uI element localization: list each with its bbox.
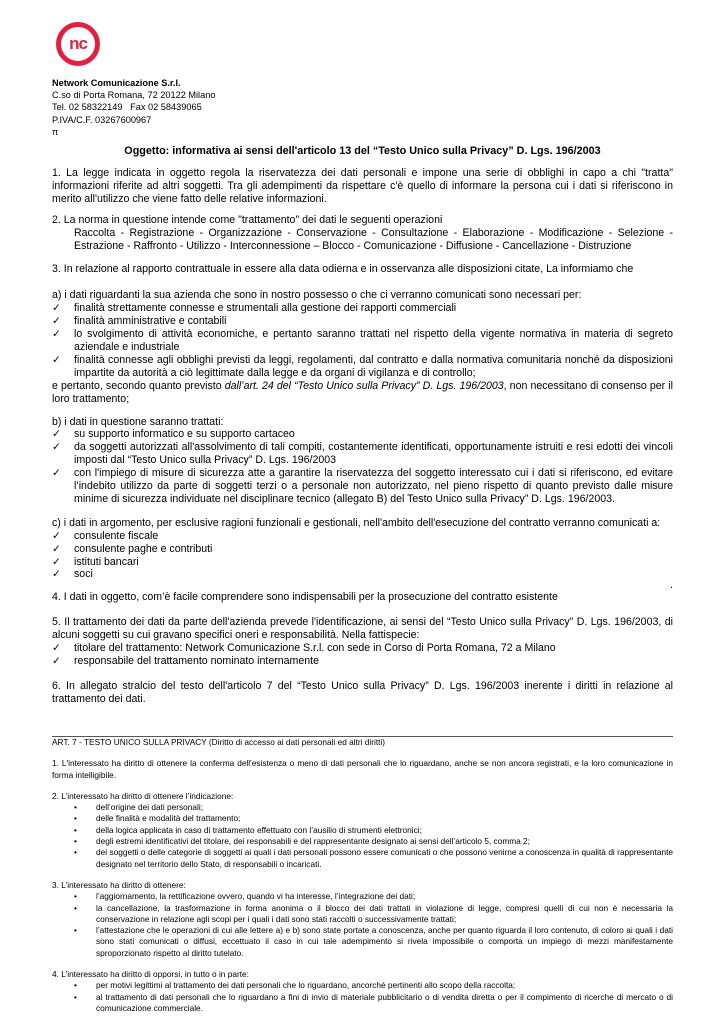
list-item: ✓ finalità connesse agli obblighi previsti da leggi, regolamenti, dal contratto e dalla normativa comunitaria nonché da disposizioni impartite da autorità a ciò legittimate dalla legge e da organi di vigilanza e di controllo; — [52, 354, 673, 380]
section-b-list — [52, 428, 673, 505]
article-clause-3: 3. L’interessato ha diritto di ottenere: — [52, 879, 186, 890]
company-address: C.so di Porta Romana, 72 20122 Milano — [52, 90, 216, 101]
section-a-outro — [52, 380, 673, 406]
section-5-list — [52, 642, 673, 668]
list-item: ✓ finalità amministrative e contabili — [52, 315, 673, 328]
company-header — [52, 77, 673, 138]
list-item: • della logica applicata in caso di trattamento effettuato con l’ausilio di strumenti elettronici; — [52, 825, 673, 836]
paragraph-6: 6. In allegato stralcio del testo dell'articolo 7 del “Testo Unico sulla Privacy” D. Lgs. 196/2003 inerente i diritti in relazione al trattamento dei dati. — [52, 679, 673, 705]
paragraph-3: 3. In relazione al rapporto contrattuale in essere alla data odierna e in osservanza alle disposizioni citate, La informiamo che — [52, 263, 634, 276]
article-clause-1: 1. L'interessato ha diritto di ottenere la conferma dell'esistenza o meno di dati personali che lo riguardano, anche se non ancora registrati, e la loro comunicazione in forma intelligibile. — [52, 758, 673, 780]
list-item: • l’aggiornamento, la rettificazione ovvero, quando vi ha interesse, l’integrazione dei dati; — [52, 891, 673, 902]
law-reference: dall’art. 24 del “Testo Unico sulla Privacy” D. Lgs. 196/2003 — [224, 379, 504, 392]
list-item: ✓ istituti bancari — [52, 556, 673, 569]
clause-2-list — [52, 802, 673, 870]
list-item: ✓ finalità strettamente connesse e strumentali alla gestione dei rapporti commerciali — [52, 302, 673, 315]
list-item: • al trattamento di dati personali che lo riguardano a fini di invio di materiale pubblicitario o di vendita diretta o per il compimento di ricerche di mercato o di comunicazione commerciale. — [52, 992, 673, 1015]
operations-list: Raccolta - Registrazione - Organizzazione - Conservazione - Consultazione - Elaborazione - Modificazione - Selezione - Estrazione - Raffronto - Utilizzo - Interconnessione – Blocco - Comunicazione - Diffusione - Cancellazione - Distruzione — [74, 226, 673, 252]
list-item: • delle finalità e modalità del trattamento; — [52, 813, 673, 824]
list-item: • per motivi legittimi al trattamento dei dati personali che lo riguardano, ancorché pertinenti allo scopo della raccolta; — [52, 980, 673, 991]
company-vat: P.IVA/C.F. 03267600967 — [52, 114, 152, 125]
list-item: ✓ consulente fiscale — [52, 530, 673, 543]
list-item: ✓ consulente paghe e contributi — [52, 543, 673, 556]
article-7-excerpt — [52, 737, 673, 1014]
text: e pertanto, secondo quanto previsto — [52, 379, 225, 392]
paragraph-2: 2. La norma in questione intende come "trattamento" dei dati le seguenti operazioni — [52, 213, 443, 226]
paragraph-4: 4. I dati in oggetto, com’è facile comprendere sono indispensabili per la prosecuzione del contratto esistente — [52, 591, 558, 604]
clause-3-list — [52, 891, 673, 959]
list-item: ✓ da soggetti autorizzati all'assolvimento di tali compiti, costantemente identificati, opportunamente istruiti e resi edotti dei vincoli imposti dal “Testo Unico sulla Privacy” D. Lgs. 196/2003 — [52, 441, 673, 467]
section-c-intro: c) i dati in argomento, per esclusive ragioni funzionali e gestionali, nell'ambito dell'esecuzione del contratto verranno comunicati a: — [52, 516, 661, 529]
list-item: ✓ lo svolgimento di attività economiche, e pertanto saranno trattati nel rispetto della vigente normativa in materia di segreto aziendale e industriale — [52, 328, 673, 354]
logo-text: nc — [69, 34, 87, 53]
section-c-list — [52, 530, 673, 582]
document-title: Oggetto: informativa ai sensi dell'articolo 13 del “Testo Unico sulla Privacy” D. Lgs. 196/2003 — [124, 145, 601, 157]
list-item: • degli estremi identificativi del titolare, dei responsabili e del rappresentante designato ai sensi dell’articolo 5, comma 2; — [52, 836, 673, 847]
list-item: ✓ soci — [52, 568, 673, 581]
article-heading: ART. 7 - TESTO UNICO SULLA PRIVACY (Diritto di accesso ai dati personali ed altri diritti) — [52, 737, 386, 747]
list-item: ✓ responsabile del trattamento nominato internamente — [52, 655, 673, 668]
paragraph-5: 5. Il trattamento dei dati da parte dell'azienda prevede l'identificazione, ai sensi del “Testo Unico sulla Privacy” D. Lgs. 196/2003, di alcuni soggetti su cui gravano specifici oneri e responsabilità. Nella fattispecie: — [52, 616, 673, 642]
company-phone: Tel. 02 58322149 Fax 02 58439065 — [52, 102, 202, 113]
stray-dot: . — [670, 579, 673, 592]
section-a-intro: a) i dati riguardanti la sua azienda che sono in nostro possesso o che ci verranno comunicati sono necessari per: — [52, 289, 582, 302]
company-logo — [56, 22, 100, 66]
list-item: • l’attestazione che le operazioni di cui alle lettere a) e b) sono state portate a conoscenza, anche per quanto riguarda il loro contenuto, di coloro ai quali i dati sono stati comunicati o diffusi, eccettuato il caso in cui tale adempimento si rivela impossibile o comporta un impiego di mezzi manifestamente sproporzionato rispetto al diritto tutelato. — [52, 925, 673, 959]
document-body — [52, 167, 673, 706]
section-a-list — [52, 302, 673, 379]
list-item: ✓ su supporto informatico e su supporto cartaceo — [52, 428, 673, 441]
header-symbol: π — [52, 126, 59, 137]
list-item: • dell’origine dei dati personali; — [52, 802, 673, 813]
text: , non necessitano di consenso per il loro trattamento; — [52, 379, 673, 405]
list-item: ✓ titolare del trattamento: Network Comunicazione S.r.l. con sede in Corso di Porta Romana, 72 a Milano — [52, 642, 673, 655]
article-clause-4: 4. L’interessato ha diritto di opporsi, in tutto o in parte: — [52, 969, 249, 980]
list-item: ✓ con l'impiego di misure di sicurezza atte a garantire la riservatezza del soggetto interessato cui i dati si riferiscono, ed evitare l’indebito utilizzo da parte di soggetti terzi o a personale non autorizzato, nel pieno rispetto di quanto previsto dalle misure minime di sicurezza individuate nel disciplinare tecnico (allegato B) del Testo Unico sulla Privacy” D. Lgs. 196/2003. — [52, 467, 673, 506]
list-item: • dei soggetti o delle categorie di soggetti ai quali i dati personali possono essere comunicati o che possono venirne a conoscenza in qualità di rappresentante designato nel territorio dello Stato, di responsabili o incaricati. — [52, 847, 673, 870]
clause-4-list — [52, 980, 673, 1014]
section-b-intro: b) i dati in questione saranno trattati: — [52, 415, 224, 428]
article-clause-2: 2. L’interessato ha diritto di ottenere l’indicazione: — [52, 790, 234, 801]
paragraph-1: 1. La legge indicata in oggetto regola la riservatezza dei dati personali e impone una serie di obblighi in capo a chi "tratta" informazioni riferite ad altri soggetti. Tra gli adempimenti da rispettare c'è quello di informare la persona cui i dati si riferiscono in merito all'utilizzo che viene fatto delle relative informazioni. — [52, 167, 673, 205]
list-item: • la cancellazione, la trasformazione in forma anonima o il blocco dei dati trattati in violazione di legge, compresi quelli di cui non è necessaria la conservazione in relazione agli scopi per i quali i dati sono stati raccolti o successivamente trattati; — [52, 903, 673, 926]
company-name: Network Comunicazione S.r.l. — [52, 78, 181, 88]
